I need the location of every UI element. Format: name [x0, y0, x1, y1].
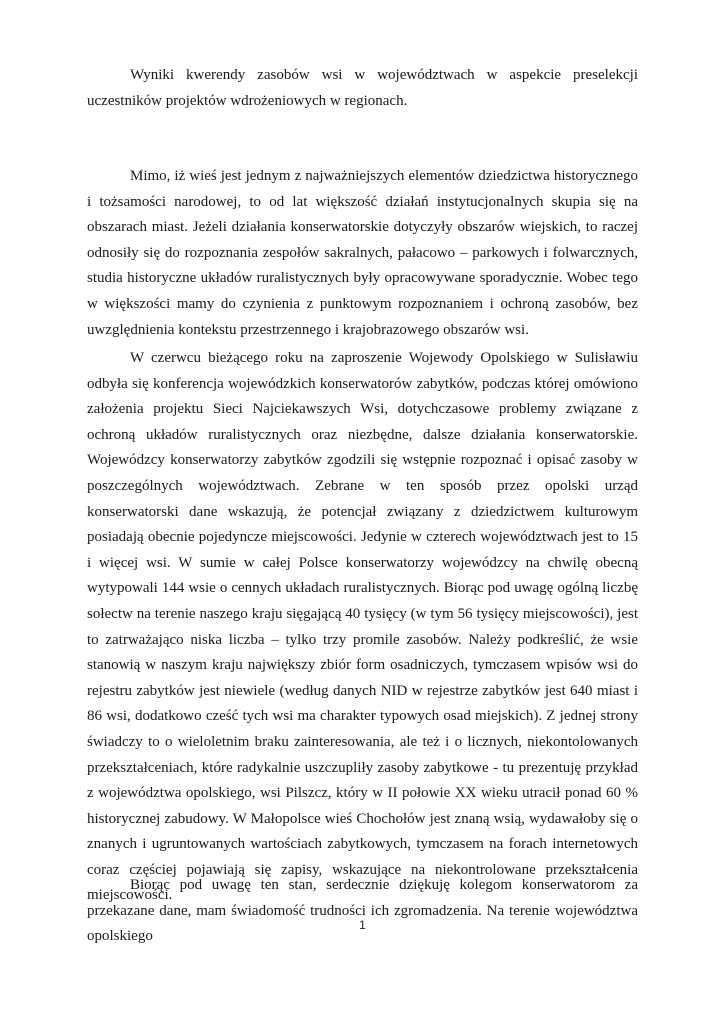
body-paragraph-block-2 [87, 346, 638, 909]
body-paragraph: Biorąc pod uwagę ten stan, serdecznie dziękuję kolegom konserwatorom za przekazane dane, mam świadomość trudności ich zgromadzenia. Na terenie województwa opolskiego [87, 877, 638, 945]
body-paragraph-block-3 [87, 873, 638, 950]
body-paragraph-block-1 [87, 164, 638, 343]
body-paragraph: W czerwcu bieżącego roku na zaproszenie Wojewody Opolskiego w Sulisławiu odbyła się konferencja wojewódzkich konserwatorów zabytków, podczas której omówiono założenia projektu Sieci Najciekawszych Wsi, dotychczasowe problemy związane z ochroną układów ruralistycznych oraz niezbędne, dalsze działania konserwatorskie. Wojewódzcy konserwatorzy zabytków zgodzili się wstępnie rozpoznać i opisać zasoby w poszczególnych województwach. Zebrane w ten sposób przez opolski urząd konserwatorski dane wskazują, że potencjał związany z dziedzictwem kulturowym posiadają obecnie pojedyncze miejscowości. Jedynie w czterech województwach jest to 15 i więcej wsi. W sumie w całej Polsce konserwatorzy wojewódzcy na chwilę obecną wytypowali 144 wsie o cennych układach ruralistycznych. Biorąc pod uwagę ogólną liczbę sołectw na terenie naszego kraju sięgającą 40 tysięcy (w tym 56 tysięcy miejscowości), jest to zatrważająco niska liczba – tylko trzy promile zasobów. Należy podkreślić, że wsie stanowią w naszym kraju największy zbiór form osadniczych, tymczasem wpisów wsi do rejestru zabytków jest niewiele (według danych NID w rejestrze zabytków jest 640 miast i 86 wsi, dodatkowo cześć tych wsi ma charakter typowych osad miejskich). Z jednej strony świadczy to o wieloletnim braku zainteresowania, ale też i o licznych, niekontolowanych przekształceniach, które radykalnie uszczupliły zasoby zabytkowe - tu prezentuję przykład z województwa opolskiego, wsi Pilszcz, który w II połowie XX wieku utracił ponad 60 % historycznej zabudowy. W Małopolsce wieś Chochołów jest znaną wsią, wydawałoby się o znanych i ugruntowanych wartościach zabytkowych, tymczasem na forach internetowych coraz częściej pojawiają się zapisy, wskazujące na niekontrolowane przekształcenia miejscowości. [87, 350, 638, 904]
page-number: 1 [359, 918, 366, 932]
body-paragraph: Mimo, iż wieś jest jednym z najważniejszych elementów dziedzictwa historycznego i tożsamości narodowej, to od lat większość działań instytucjonalnych skupia się na obszarach miast. Jeżeli działania konserwatorskie dotyczyły obszarów wiejskich, to raczej odnosiły się do rozpoznania zespołów sakralnych, pałacowo – parkowych i folwarcznych, studia historyczne układów ruralistycznych były opracowywane sporadycznie. Wobec tego w większości mamy do czynienia z punktowym rozpoznaniem i ochroną zasobów, bez uwzględnienia kontekstu przestrzennego i krajobrazowego obszarów wsi. [87, 168, 638, 338]
intro-paragraph-block [87, 63, 638, 114]
intro-paragraph: Wyniki kwerendy zasobów wsi w województwach w aspekcie preselekcji uczestników projektów wdrożeniowych w regionach. [87, 67, 638, 109]
